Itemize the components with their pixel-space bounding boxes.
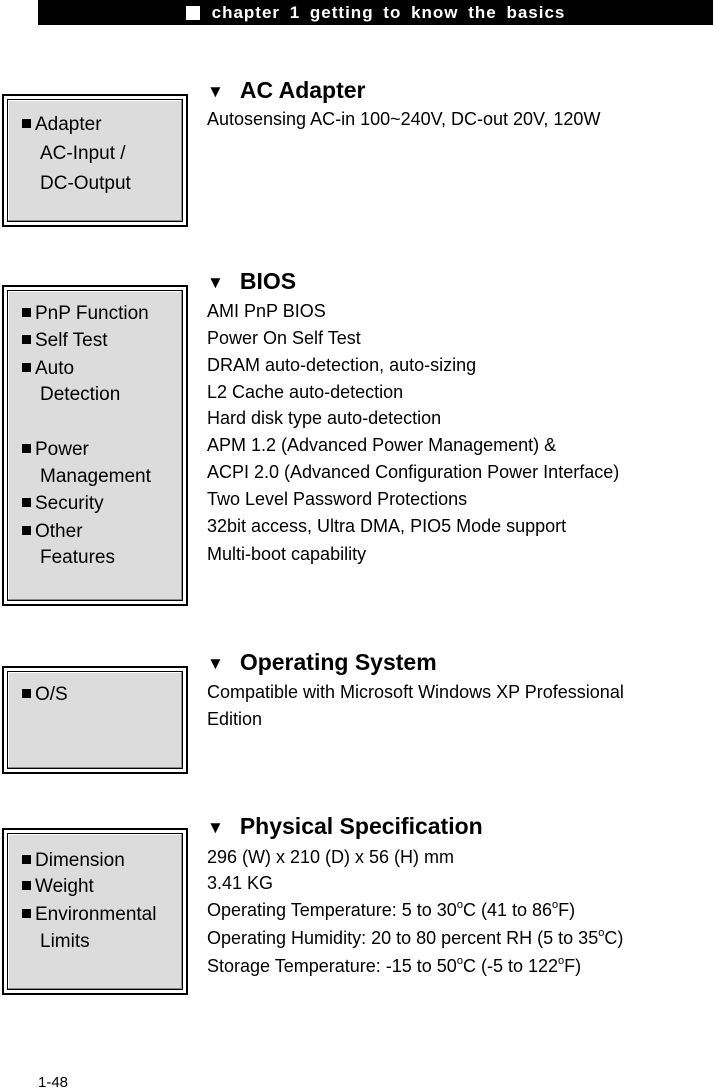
phys-line-dimensions: 296 (W) x 210 (D) x 56 (H) mm bbox=[207, 847, 455, 867]
phys-line-storage-temperature: Storage Temperature: -15 to 50$^o$C (-5 to 122$^o$F) bbox=[207, 955, 582, 976]
label-features: Features bbox=[40, 547, 115, 568]
os-line-1: Compatible with Microsoft Windows XP Professional bbox=[207, 682, 624, 702]
os-line-2: Edition bbox=[207, 709, 263, 729]
label-self-test: Self Test bbox=[22, 328, 108, 354]
heading-ac-adapter: ▼ AC Adapter bbox=[207, 77, 366, 103]
bios-line-4: L2 Cache auto-detection bbox=[207, 382, 404, 402]
label-detection: Detection bbox=[40, 384, 121, 405]
bullet-icon bbox=[22, 363, 31, 372]
label-other: Other bbox=[22, 519, 83, 545]
bullet-icon bbox=[22, 444, 31, 453]
label-ac-input: AC-Input / bbox=[40, 143, 126, 164]
bios-line-1: AMI PnP BIOS bbox=[207, 301, 326, 321]
bios-line-10: Multi-boot capability bbox=[207, 544, 367, 564]
bullet-icon bbox=[22, 308, 31, 317]
square-icon bbox=[186, 6, 200, 20]
bullet-icon bbox=[22, 855, 31, 864]
label-adapter: Adapter bbox=[22, 112, 102, 138]
bios-line-7: ACPI 2.0 (Advanced Configuration Power Interface) bbox=[207, 462, 620, 482]
bullet-icon bbox=[22, 881, 31, 890]
triangle-down-icon: ▼ bbox=[207, 82, 224, 101]
label-box-physical bbox=[2, 828, 188, 995]
triangle-down-icon: ▼ bbox=[207, 273, 224, 292]
bullet-icon bbox=[22, 526, 31, 535]
label-dc-output: DC-Output bbox=[40, 173, 131, 194]
label-environmental: Environmental bbox=[22, 902, 156, 928]
bios-line-5: Hard disk type auto-detection bbox=[207, 408, 442, 428]
triangle-down-icon: ▼ bbox=[207, 654, 224, 673]
phys-line-weight: 3.41 KG bbox=[207, 873, 274, 893]
chapter-title: chapter 1 getting to know the basics bbox=[211, 2, 566, 22]
label-weight: Weight bbox=[22, 874, 94, 900]
label-box-os bbox=[2, 666, 188, 774]
bullet-icon bbox=[22, 335, 31, 344]
ac-line-1: Autosensing AC-in 100~240V, DC-out 20V, 120W bbox=[207, 109, 601, 129]
bullet-icon bbox=[22, 119, 31, 128]
bios-line-3: DRAM auto-detection, auto-sizing bbox=[207, 355, 477, 375]
bullet-icon bbox=[22, 909, 31, 918]
label-limits: Limits bbox=[40, 931, 90, 952]
phys-line-operating-humidity: Operating Humidity: 20 to 80 percent RH (5 to 35$^o$C) bbox=[207, 927, 624, 948]
label-box-ac bbox=[2, 94, 188, 227]
bios-line-6: APM 1.2 (Advanced Power Management) & bbox=[207, 435, 557, 455]
heading-physical-specification: ▼ Physical Specification bbox=[207, 813, 483, 839]
label-pnp-function: PnP Function bbox=[22, 301, 149, 327]
label-security: Security bbox=[22, 491, 104, 517]
bullet-icon bbox=[22, 689, 31, 698]
triangle-down-icon: ▼ bbox=[207, 818, 224, 837]
label-box-bios bbox=[2, 285, 188, 606]
label-os: O/S bbox=[22, 682, 68, 708]
label-management: Management bbox=[40, 466, 151, 487]
heading-bios: ▼ BIOS bbox=[207, 268, 297, 294]
heading-operating-system: ▼ Operating System bbox=[207, 649, 437, 675]
bullet-icon bbox=[22, 498, 31, 507]
bios-line-8: Two Level Password Protections bbox=[207, 489, 468, 509]
label-dimension: Dimension bbox=[22, 848, 125, 874]
chapter-header bbox=[38, 0, 713, 25]
label-power: Power bbox=[22, 437, 89, 463]
page-number: 1-48 bbox=[38, 1074, 69, 1091]
phys-line-operating-temperature: Operating Temperature: 5 to 30$^o$C (41 to 86$^o$F) bbox=[207, 899, 576, 920]
label-auto: Auto bbox=[22, 356, 74, 382]
bios-line-9: 32bit access, Ultra DMA, PIO5 Mode support bbox=[207, 516, 567, 536]
bios-line-2: Power On Self Test bbox=[207, 328, 361, 348]
